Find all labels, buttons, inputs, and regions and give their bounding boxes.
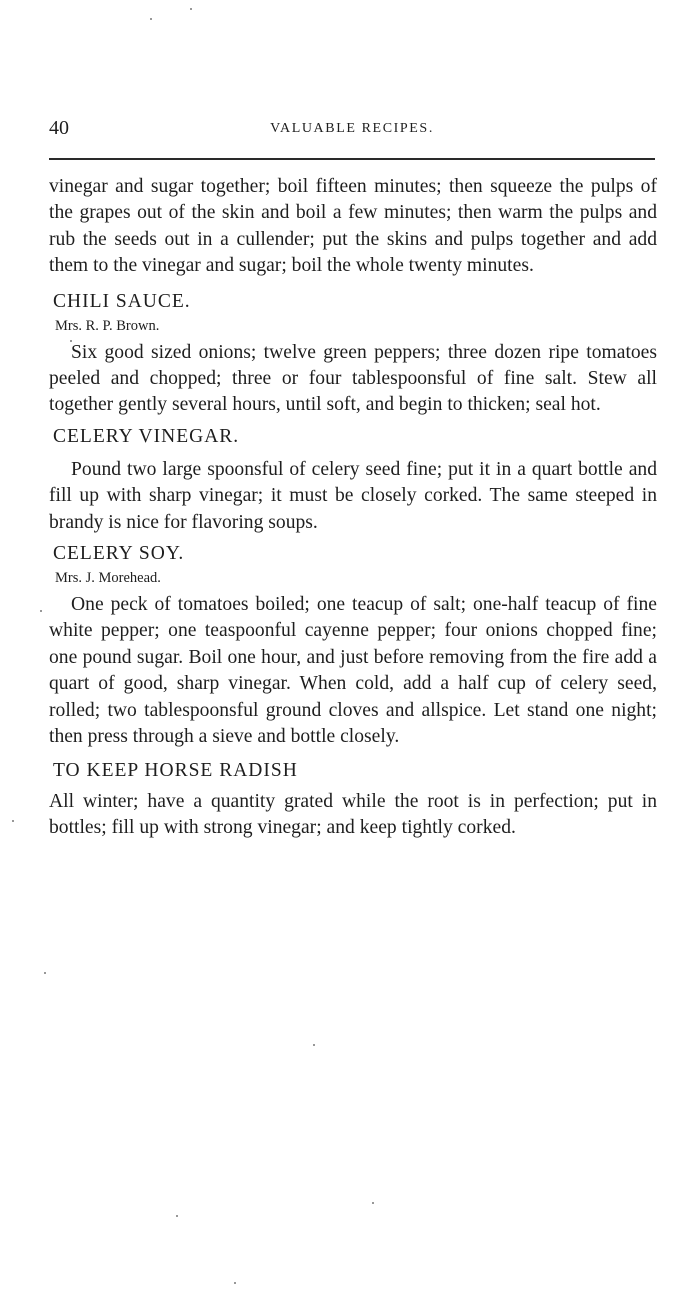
print-speck [176,1215,178,1217]
print-speck [44,972,46,974]
print-speck [313,1044,315,1046]
print-speck [234,1282,236,1284]
print-speck [190,8,192,10]
print-speck [150,18,152,20]
print-speck [40,610,42,612]
opening-paragraph: vinegar and sugar together; boil fifteen minutes; then squeeze the pulps of the grapes out of the skin and boil a few minutes; then warm the pulps and rub the seeds out in a cullender; put the skins and pulps together and add them to the vinegar and sugar; boil the whole twenty minutes. [49,176,657,277]
recipe-horse-radish [49,757,657,842]
page-number: 40 [49,117,69,139]
print-speck [70,340,72,342]
recipe-author: Mrs. J. Morehead. [55,570,161,587]
recipe-text: All winter; have a quantity grated while the root is in perfection; put in bottles; fill up with strong vinegar; and keep tightly corked. [49,790,657,838]
recipe-title: CHILI SAUCE. [53,290,191,312]
page-body [49,174,657,841]
running-head: VALUABLE RECIPES. [270,121,434,136]
recipe-text: One peck of tomatoes boiled; one teacup of salt; one-half teacup of fine white pepper; one teaspoonful cayenne pepper; four onions chopped fine; one pound sugar. Boil one hour, and just before removing from the fire add a quart of good, sharp vinegar. When cold, add a half cup of celery seed, rolled; two tablespoonsful ground cloves and allspice. Let stand one night; then press through a sieve and bottle closely. [49,594,657,748]
recipe-celery-soy [49,540,657,750]
recipe-title: TO KEEP HORSE RADISH [53,759,298,781]
recipe-chili-sauce [49,288,657,419]
recipe-title: CELERY VINEGAR. [53,425,240,447]
header-rule [49,158,655,160]
recipe-text: Six good sized onions; twelve green peppers; three dozen ripe tomatoes peeled and chopped; three or four tablespoonsful of fine salt. Stew all together gently several hours, until soft, and begin to thicken; seal hot. [49,341,657,416]
print-speck [12,820,14,822]
recipe-celery-vinegar [49,423,657,536]
recipe-text: Pound two large spoonsful of celery seed fine; put it in a quart bottle and fill up with sharp vinegar; it must be closely corked. The same steeped in brandy is nice for flavoring soups. [49,458,657,533]
print-speck [372,1202,374,1204]
recipe-author: Mrs. R. P. Brown. [55,317,160,334]
recipe-title: CELERY SOY. [53,543,185,565]
